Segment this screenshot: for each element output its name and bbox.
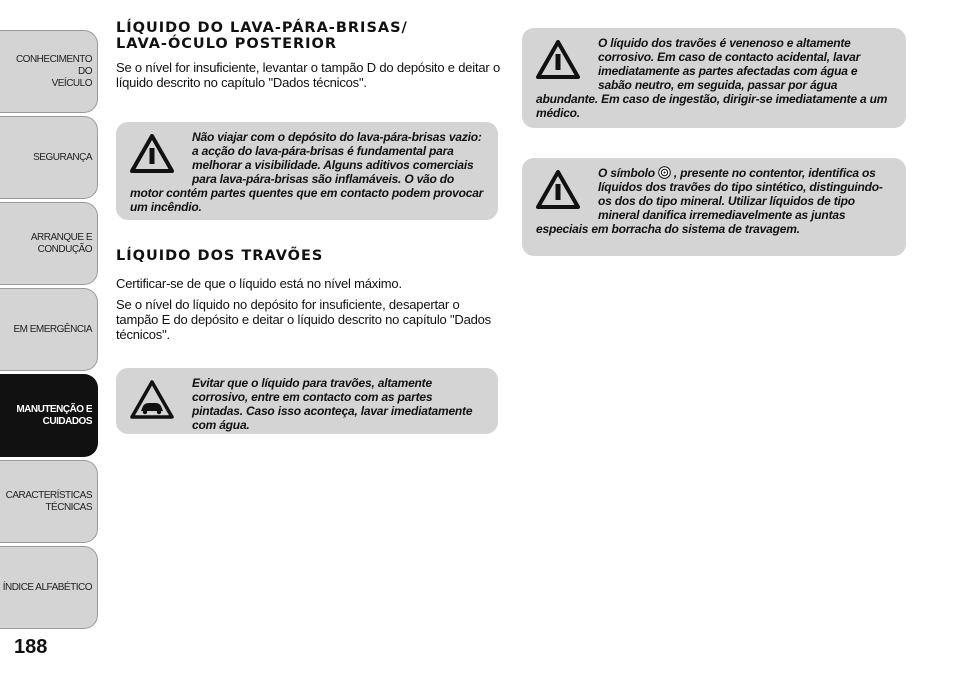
synthetic-brake-fluid-symbol-icon xyxy=(658,166,671,179)
warning-box-paint xyxy=(116,368,498,434)
car-paint-warning-icon xyxy=(130,380,174,420)
warning-text-start: O símbolo xyxy=(598,166,655,180)
warning-box-washer xyxy=(116,122,498,220)
warning-triangle-icon xyxy=(536,170,580,210)
tab-label: EM EMERGÊNCIA xyxy=(13,323,92,335)
warning-box-poison xyxy=(522,28,906,128)
tab-em-emergencia[interactable] xyxy=(0,288,98,371)
tab-label: SEGURANÇA xyxy=(33,151,92,163)
warning-triangle-icon xyxy=(536,40,580,80)
tab-label: CONHECIMENTO DO VEÍCULO xyxy=(15,53,92,89)
warning-text: Não viajar com o depósito do lava-pára-brisas vazio: a acção do lava-pára-brisas é fundamental para melhorar a visibilidade. Alguns aditivos comerciais para lava-pára-brisas são inflamáveis. O vão do motor contém partes quentes que em contacto podem provocar um incêndio. xyxy=(130,130,484,214)
tab-label: MANUTENÇÃO E CUIDADOS xyxy=(16,403,92,427)
section-heading-washer-fluid xyxy=(116,20,500,52)
tab-arranque-e-conducao[interactable] xyxy=(0,202,98,285)
warning-triangle-icon xyxy=(130,134,174,174)
brake-fluid-text-1: Certificar-se de que o líquido está no nível máximo. xyxy=(116,276,402,291)
section-heading-brake-fluid: LÍQUIDO DOS TRAVÕES xyxy=(116,248,324,264)
washer-fluid-text: Se o nível for insuficiente, levantar o tampão D do depósito e deitar o líquido descrito no capítulo "Dados técnicos". xyxy=(116,60,500,90)
warning-text: O líquido dos travões é venenoso e altamente corrosivo. Em caso de contacto acidental, lavar imediatamente as partes afectadas com água e sabão neutro, em seguida, passar por água abundante. Em caso de ingestão, dirigir-se imediatamente a um médico. xyxy=(536,36,888,120)
page-number: 188 xyxy=(14,636,48,658)
warning-text: Evitar que o líquido para travões, altamente corrosivo, entre em contacto com as partes pintadas. Caso isso aconteça, lavar imediatamente com água. xyxy=(192,376,473,432)
brake-fluid-text-2: Se o nível do líquido no depósito for insuficiente, desapertar o tampão E do depósito e deitar o líquido descrito no capítulo "Dados técnicos". xyxy=(116,297,491,342)
chapter-sidebar xyxy=(0,0,100,640)
heading-line: LÍQUIDO DO LAVA-PÁRA-BRISAS/ xyxy=(116,20,408,36)
tab-indice-alfabetico[interactable] xyxy=(0,546,98,629)
brake-fluid-section xyxy=(116,248,500,342)
warning-text-end: , presente no contentor, identifica os líquidos dos travões do tipo sintético, distinguindo-os dos do tipo mineral. Utilizar líquidos de tipo mineral danifica irremediavelmente as juntas especiais em borracha do sistema de travagem. xyxy=(536,166,883,236)
tab-conhecimento-do-veiculo[interactable] xyxy=(0,30,98,113)
tab-seguranca[interactable] xyxy=(0,116,98,199)
tab-label: CARACTERÍSTICAS TÉCNICAS xyxy=(5,489,92,513)
warning-box-symbol xyxy=(522,158,906,256)
left-column xyxy=(116,20,500,90)
tab-caracteristicas-tecnicas[interactable] xyxy=(0,460,98,543)
tab-label: ÍNDICE ALFABÉTICO xyxy=(2,581,92,593)
tab-label: ARRANQUE E CONDUÇÃO xyxy=(30,231,92,255)
tab-manutencao-e-cuidados[interactable] xyxy=(0,374,98,457)
heading-line: LAVA-ÓCULO POSTERIOR xyxy=(116,36,338,52)
